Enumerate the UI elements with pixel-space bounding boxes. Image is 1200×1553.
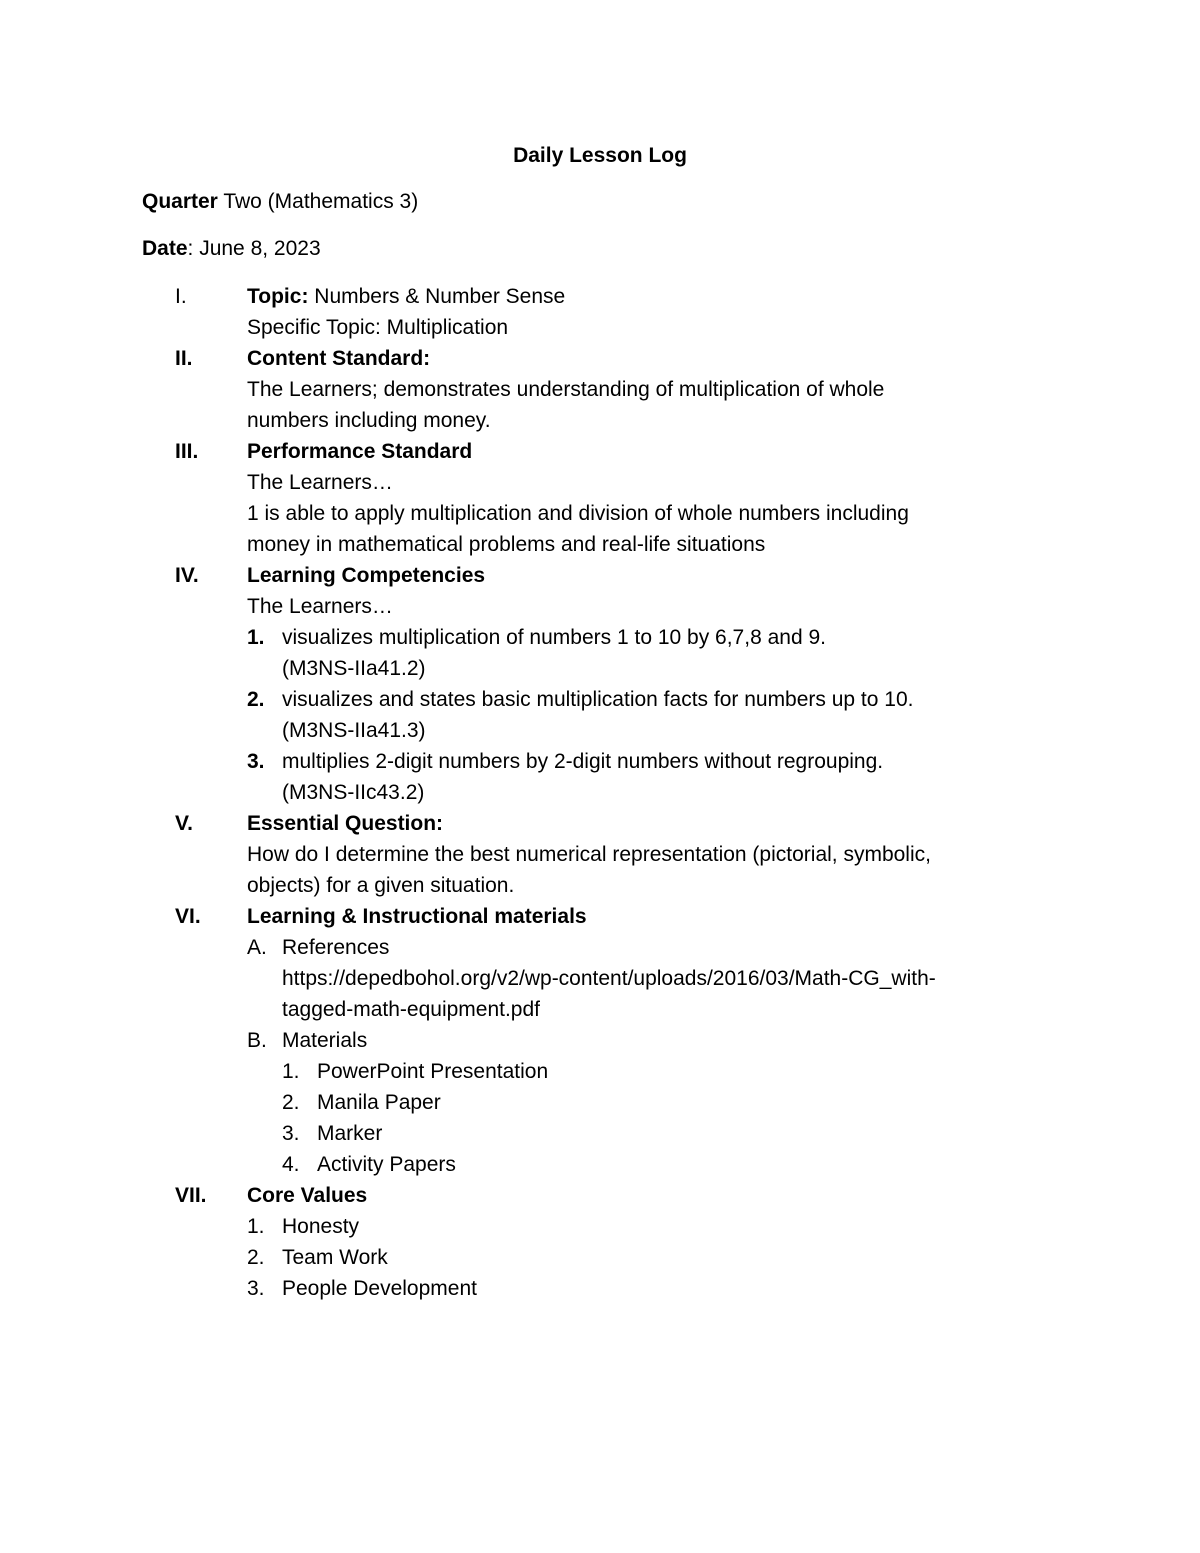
value-item — [0, 1211, 1200, 1242]
item-number: 2. — [247, 688, 265, 711]
reference-url: https://depedbohol.org/v2/wp-content/uploads/2016/03/Math-CG_with- — [282, 967, 936, 990]
body-text: How do I determine the best numerical representation (pictorial, symbolic, — [247, 843, 931, 866]
item-text: Manila Paper — [317, 1091, 441, 1114]
section-instructional-materials — [0, 901, 1200, 1180]
material-item — [0, 1056, 1200, 1087]
section-numeral: VI. — [175, 905, 201, 928]
topic-value: Numbers & Number Sense — [308, 285, 566, 308]
section-numeral: VII. — [175, 1184, 207, 1207]
quarter-label: Quarter — [142, 190, 218, 213]
lesson-outline — [0, 281, 1200, 1304]
body-text: The Learners… — [247, 471, 393, 494]
item-letter: A. — [247, 936, 267, 959]
section-topic — [0, 281, 1200, 343]
section-numeral: II. — [175, 347, 193, 370]
section-heading: Learning & Instructional materials — [247, 905, 587, 928]
topic-line — [247, 281, 565, 312]
item-number: 2. — [282, 1091, 300, 1114]
competency-item — [0, 622, 1200, 684]
material-item — [0, 1149, 1200, 1180]
section-learning-competencies — [0, 560, 1200, 808]
document-title: Daily Lesson Log — [513, 144, 687, 167]
section-heading: Topic: — [247, 285, 309, 308]
value-item — [0, 1273, 1200, 1304]
body-text: objects) for a given situation. — [247, 874, 515, 897]
section-essential-question — [0, 808, 1200, 901]
date-line — [142, 236, 321, 262]
item-number: 2. — [247, 1246, 265, 1269]
section-numeral: III. — [175, 440, 199, 463]
reference-url: tagged-math-equipment.pdf — [282, 998, 540, 1021]
section-core-values — [0, 1180, 1200, 1304]
section-heading: Core Values — [247, 1184, 368, 1207]
item-code: (M3NS-IIa41.3) — [282, 719, 426, 742]
section-heading: Essential Question: — [247, 812, 444, 835]
specific-topic: Specific Topic: Multiplication — [247, 316, 509, 339]
item-text: Team Work — [282, 1246, 388, 1269]
item-code: (M3NS-IIc43.2) — [282, 781, 425, 804]
date-label: Date — [142, 237, 188, 260]
materials-label: Materials — [282, 1029, 368, 1052]
item-number: 1. — [282, 1060, 300, 1083]
body-text: numbers including money. — [247, 409, 491, 432]
section-content-standard — [0, 343, 1200, 436]
item-number: 4. — [282, 1153, 300, 1176]
quarter-value: Two (Mathematics 3) — [217, 190, 419, 213]
item-number: 1. — [247, 1215, 265, 1238]
date-value: : June 8, 2023 — [187, 237, 321, 260]
section-numeral: V. — [175, 812, 193, 835]
item-number: 3. — [247, 1277, 265, 1300]
item-number: 3. — [247, 750, 265, 773]
item-text: Honesty — [282, 1215, 360, 1238]
quarter-line — [142, 189, 418, 215]
section-performance-standard — [0, 436, 1200, 560]
material-item — [0, 1118, 1200, 1149]
item-letter: B. — [247, 1029, 267, 1052]
item-text: visualizes and states basic multiplication facts for numbers up to 10. — [282, 688, 914, 711]
body-text: money in mathematical problems and real-life situations — [247, 533, 766, 556]
body-text: 1 is able to apply multiplication and division of whole numbers including — [247, 502, 909, 525]
competency-item — [0, 684, 1200, 746]
item-number: 3. — [282, 1122, 300, 1145]
section-heading: Content Standard: — [247, 347, 431, 370]
item-text: Marker — [317, 1122, 383, 1145]
item-text: multiplies 2-digit numbers by 2-digit numbers without regrouping. — [282, 750, 884, 773]
body-text: The Learners… — [247, 595, 393, 618]
references-label: References — [282, 936, 390, 959]
item-text: People Development — [282, 1277, 477, 1300]
section-heading: Learning Competencies — [247, 564, 486, 587]
material-item — [0, 1087, 1200, 1118]
item-text: Activity Papers — [317, 1153, 456, 1176]
item-number: 1. — [247, 626, 265, 649]
section-heading: Performance Standard — [247, 440, 473, 463]
item-text: PowerPoint Presentation — [317, 1060, 549, 1083]
item-code: (M3NS-IIa41.2) — [282, 657, 426, 680]
body-text: The Learners; demonstrates understanding of multiplication of whole — [247, 378, 885, 401]
competency-item — [0, 746, 1200, 808]
section-numeral: I. — [175, 285, 187, 308]
item-text: visualizes multiplication of numbers 1 to 10 by 6,7,8 and 9. — [282, 626, 826, 649]
value-item — [0, 1242, 1200, 1273]
section-numeral: IV. — [175, 564, 199, 587]
